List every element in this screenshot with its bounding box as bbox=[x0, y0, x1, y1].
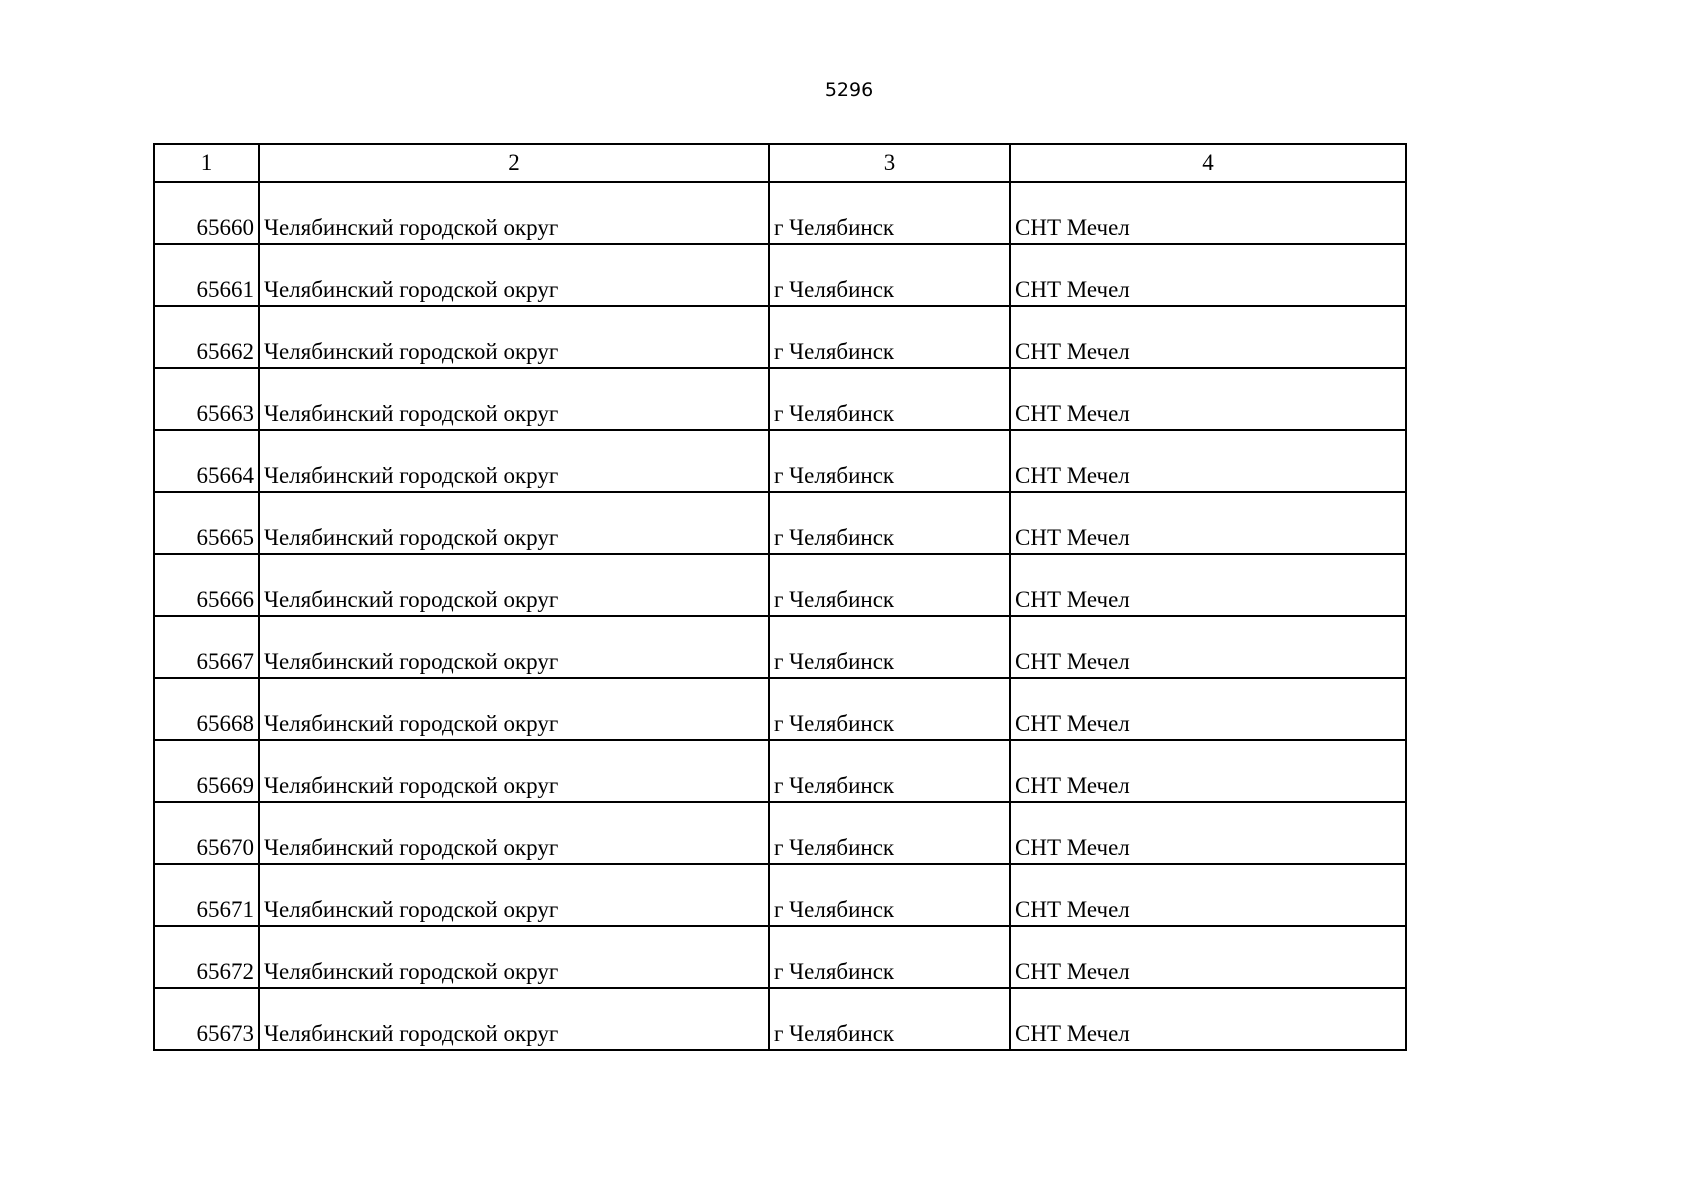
table-row bbox=[154, 244, 1406, 306]
row-number-cell: 65665 bbox=[154, 492, 259, 554]
settlement-cell: г Челябинск bbox=[769, 244, 1010, 306]
row-number-cell: 65666 bbox=[154, 554, 259, 616]
municipality-cell: Челябинский городской округ bbox=[259, 616, 769, 678]
municipality-cell: Челябинский городской округ bbox=[259, 988, 769, 1050]
street-cell: СНТ Мечел bbox=[1010, 864, 1406, 926]
table-header bbox=[154, 144, 1406, 182]
street-cell: СНТ Мечел bbox=[1010, 430, 1406, 492]
table-row bbox=[154, 430, 1406, 492]
settlement-cell: г Челябинск bbox=[769, 492, 1010, 554]
municipality-cell: Челябинский городской округ bbox=[259, 554, 769, 616]
street-cell: СНТ Мечел bbox=[1010, 306, 1406, 368]
municipality-cell: Челябинский городской округ bbox=[259, 740, 769, 802]
municipality-cell: Челябинский городской округ bbox=[259, 802, 769, 864]
settlement-cell: г Челябинск bbox=[769, 430, 1010, 492]
settlement-cell: г Челябинск bbox=[769, 926, 1010, 988]
table-row bbox=[154, 492, 1406, 554]
row-number-cell: 65660 bbox=[154, 182, 259, 244]
municipality-cell: Челябинский городской округ bbox=[259, 430, 769, 492]
street-cell: СНТ Мечел bbox=[1010, 678, 1406, 740]
table-row bbox=[154, 182, 1406, 244]
settlement-cell: г Челябинск bbox=[769, 740, 1010, 802]
table-row bbox=[154, 678, 1406, 740]
street-cell: СНТ Мечел bbox=[1010, 554, 1406, 616]
street-cell: СНТ Мечел bbox=[1010, 182, 1406, 244]
row-number-cell: 65668 bbox=[154, 678, 259, 740]
page-number: 5296 bbox=[824, 79, 874, 101]
municipality-cell: Челябинский городской округ bbox=[259, 926, 769, 988]
street-cell: СНТ Мечел bbox=[1010, 244, 1406, 306]
header-cell-1: 1 bbox=[154, 144, 259, 182]
header-cell-2: 2 bbox=[259, 144, 769, 182]
table-row bbox=[154, 368, 1406, 430]
settlement-cell: г Челябинск bbox=[769, 306, 1010, 368]
header-cell-3: 3 bbox=[769, 144, 1010, 182]
row-number-cell: 65672 bbox=[154, 926, 259, 988]
settlement-cell: г Челябинск bbox=[769, 616, 1010, 678]
register-table bbox=[153, 143, 1407, 1051]
row-number-cell: 65671 bbox=[154, 864, 259, 926]
header-cell-4: 4 bbox=[1010, 144, 1406, 182]
settlement-cell: г Челябинск bbox=[769, 554, 1010, 616]
settlement-cell: г Челябинск bbox=[769, 864, 1010, 926]
table-body bbox=[154, 182, 1406, 1050]
municipality-cell: Челябинский городской округ bbox=[259, 492, 769, 554]
row-number-cell: 65669 bbox=[154, 740, 259, 802]
table-row bbox=[154, 616, 1406, 678]
row-number-cell: 65661 bbox=[154, 244, 259, 306]
street-cell: СНТ Мечел bbox=[1010, 368, 1406, 430]
row-number-cell: 65664 bbox=[154, 430, 259, 492]
municipality-cell: Челябинский городской округ bbox=[259, 182, 769, 244]
table-row bbox=[154, 988, 1406, 1050]
row-number-cell: 65667 bbox=[154, 616, 259, 678]
row-number-cell: 65663 bbox=[154, 368, 259, 430]
municipality-cell: Челябинский городской округ bbox=[259, 368, 769, 430]
table-row bbox=[154, 306, 1406, 368]
table-row bbox=[154, 926, 1406, 988]
settlement-cell: г Челябинск bbox=[769, 678, 1010, 740]
row-number-cell: 65662 bbox=[154, 306, 259, 368]
table-row bbox=[154, 554, 1406, 616]
street-cell: СНТ Мечел bbox=[1010, 802, 1406, 864]
table-row bbox=[154, 740, 1406, 802]
settlement-cell: г Челябинск bbox=[769, 368, 1010, 430]
street-cell: СНТ Мечел bbox=[1010, 740, 1406, 802]
settlement-cell: г Челябинск bbox=[769, 988, 1010, 1050]
settlement-cell: г Челябинск bbox=[769, 182, 1010, 244]
table-row bbox=[154, 864, 1406, 926]
municipality-cell: Челябинский городской округ bbox=[259, 244, 769, 306]
header-row bbox=[154, 144, 1406, 182]
row-number-cell: 65673 bbox=[154, 988, 259, 1050]
municipality-cell: Челябинский городской округ bbox=[259, 306, 769, 368]
street-cell: СНТ Мечел bbox=[1010, 988, 1406, 1050]
municipality-cell: Челябинский городской округ bbox=[259, 678, 769, 740]
street-cell: СНТ Мечел bbox=[1010, 492, 1406, 554]
municipality-cell: Челябинский городской округ bbox=[259, 864, 769, 926]
settlement-cell: г Челябинск bbox=[769, 802, 1010, 864]
street-cell: СНТ Мечел bbox=[1010, 926, 1406, 988]
street-cell: СНТ Мечел bbox=[1010, 616, 1406, 678]
table-row bbox=[154, 802, 1406, 864]
row-number-cell: 65670 bbox=[154, 802, 259, 864]
